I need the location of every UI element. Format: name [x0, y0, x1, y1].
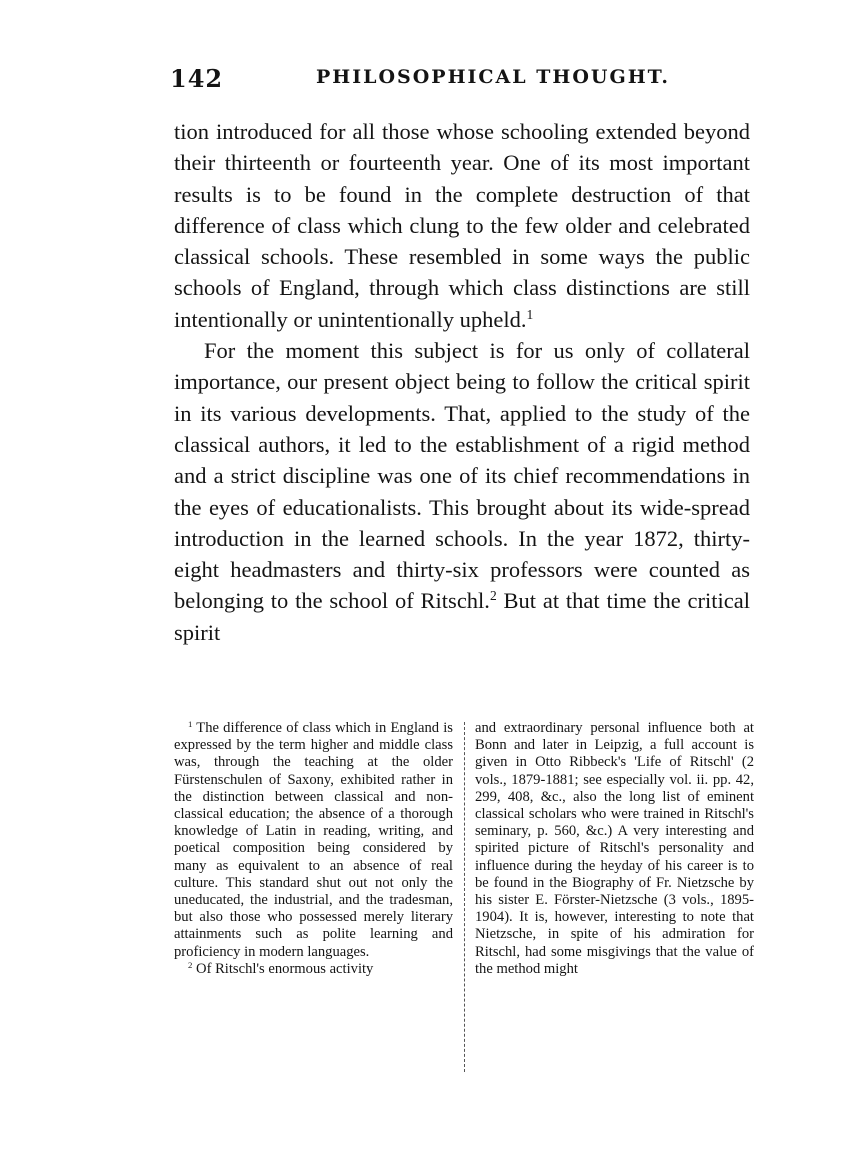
- footnote-1-text: The difference of class which in England is expressed by the term higher and middle class was, through the teaching at the older Fürstenschulen of Saxony, exhibited rather in the distinction between classical and non-classical education; the absence of a thorough knowledge of Latin in reading, writing, and poetical composition being considered by many as equivalent to an absence of real culture. This standard shut out not only the uneducated, the industrial, and the tradesman, but also those who possessed merely literary attainments such as polite learning and proficiency in modern languages.: [174, 720, 453, 960]
- footnote-2: [174, 961, 453, 978]
- footnote-ref-1: 1: [526, 306, 534, 322]
- paragraph-2-tail: But at that time the critical spirit: [174, 588, 751, 645]
- footnote-1-marker: 1: [188, 720, 193, 729]
- running-title: PHILOSOPHICAL THOUGHT.: [316, 66, 670, 88]
- paragraph-1: [174, 116, 750, 335]
- paragraph-1-text: tion introduced for all those whose schooling extended beyond their thirteenth or fourteenth year. One of its most important results is to be found in the complete destruction of that difference of class which clung to the few older and celebrated classical schools. These resembled in some ways the public schools of England, through which class distinctions are still intentionally or unintentionally upheld.: [174, 119, 750, 332]
- footnote-column-left: [174, 720, 453, 1080]
- footnote-2-text: Of Ritschl's enormous activity: [192, 960, 374, 977]
- footnotes: [174, 720, 754, 1085]
- paragraph-2-text: For the moment this subject is for us only of collateral importance, our present object being to follow the critical spirit in its various developments. That, applied to the study of the classical authors, it led to the establishment of a rigid method and a strict discipline was one of its chief recommendations in the eyes of educationalists. This brought about its wide-spread introduction in the learned schools. In the year 1872, thirty-eight headmasters and thirty-six professors were counted as belonging to the school of Ritschl.: [174, 338, 750, 614]
- footnote-column-right: [475, 720, 754, 1080]
- footnote-1: [174, 720, 453, 961]
- paragraph-2: [174, 335, 750, 648]
- column-divider: [464, 722, 465, 1072]
- footnote-ref-2: 2: [489, 588, 497, 604]
- page-header: [170, 64, 750, 94]
- main-text: [174, 116, 750, 648]
- footnote-2-continued: and extraordinary personal influence both at Bonn and later in Leipzig, a full account is given in Otto Ribbeck's 'Life of Ritschl' (2 vols., 1879-1881; see especially vol. ii. pp. 42, 299, 408, &c., also the long list of eminent classical scholars who were trained in Ritschl's seminary, p. 560, &c.) A very interesting and spirited picture of Ritschl's personality and influence during the heyday of his career is to be found in the Biography of Fr. Nietzsche by his sister E. Förster-Nietzsche (3 vols., 1895-1904). It is, however, interesting to note that Nietzsche, in spite of his admiration for Ritschl, had some misgivings that the value of the method might: [475, 720, 754, 977]
- footnote-2-marker: 2: [188, 959, 193, 970]
- page-number: 142: [170, 64, 224, 93]
